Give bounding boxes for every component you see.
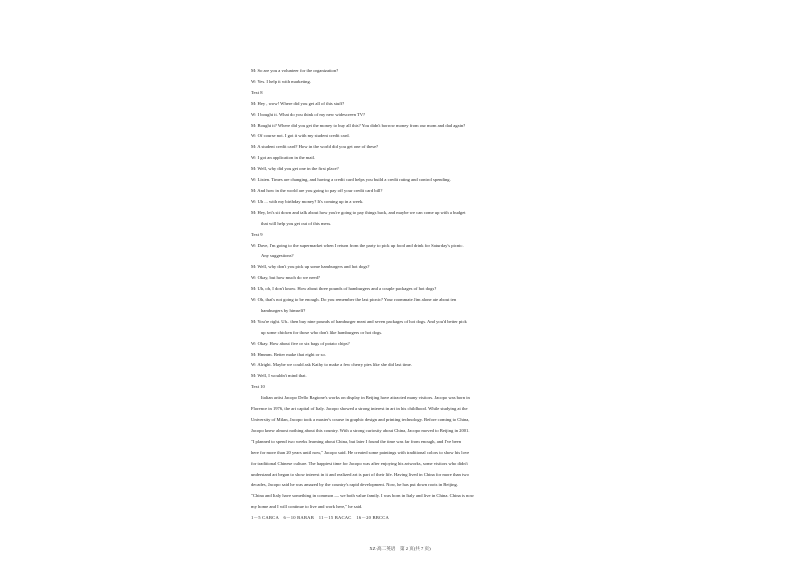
dialogue-line: W: Listen. Times are changing, and having a credit card helps you build a credit rating and control spending. xyxy=(251,177,451,183)
text10-passage xyxy=(251,393,559,513)
dialogue-line: W: Okay, but how much do we need? xyxy=(251,275,320,281)
dialogue-line: M: Hey , wow! Where did you get all of this stuff? xyxy=(251,100,345,106)
passage-line: Florence in 1976, the art capital of Italy. Jacopo showed a strong interest in art in his childhood. While studying at the xyxy=(251,406,468,412)
dialogue-line: M: Hey, let's sit down and talk about how you're going to pay things back, and maybe we can come up with a budget xyxy=(251,209,466,215)
passage-line: "I planned to spend two weeks learning about China, but later I found the time was far from enough, and I've been xyxy=(251,438,461,444)
passage-line: Italian artist Jacopo Dello Ragione's works on display in Beijing have attracted many visitors. Jacopo was born in xyxy=(261,395,470,401)
dialogue-line: M: So are you a volunteer for the organization? xyxy=(251,68,339,73)
dialogue-line: W: Oh, that's not going to be enough. Do you remember the last picnic? Your roommate Jim alone ate about ten xyxy=(251,297,457,303)
dialogue-top xyxy=(251,66,559,88)
dialogue-line: W: Uh ... with my birthday money? It's coming up in a week. xyxy=(251,198,364,204)
transcript-body xyxy=(251,66,559,524)
passage-line: for traditional Chinese culture. The happiest time for Jacopo was after enjoying his artworks, some visitors who didn't xyxy=(251,460,468,466)
dialogue-line: M: Bought it? Where did you get the money to buy all this? You didn't borrow money from our mom and dad again? xyxy=(251,122,466,128)
dialogue-line: W: Of course not. I got it with my student credit card. xyxy=(251,133,350,139)
text8-dialogue xyxy=(251,99,559,230)
passage-line: here for more than 20 years until now," Jacopo said. He created some paintings with traditional colors to show his love xyxy=(251,449,470,455)
dialogue-line: up some chicken for those who don't like hamburgers or hot dogs. xyxy=(261,329,383,335)
text9-heading: Text 9 xyxy=(251,231,263,237)
dialogue-line: W: I got an application in the mail. xyxy=(251,155,316,161)
dialogue-line: W: Yes. I help it with marketing. xyxy=(251,78,311,84)
dialogue-line: M: Hmmm. Better make that eight or so. xyxy=(251,351,326,357)
page-footer: XZ·高二英语 第 2 页(共 7 页) xyxy=(369,546,431,551)
passage-line: understand art began to show interest in it and realized art is part of their life. Having lived in China for more than two xyxy=(251,471,469,477)
passage-line: "China and Italy have something in common — we both value family. I was born in Italy and live in China. China is now xyxy=(251,493,474,499)
text8-heading: Text 8 xyxy=(251,89,263,95)
dialogue-line: M: Well, I wouldn't mind that. xyxy=(251,373,307,379)
dialogue-line: M: Uh, oh, I don't know. How about three pounds of hamburgers and a couple packages of hot dogs? xyxy=(251,286,437,292)
dialogue-line: M: And how in the world are you going to pay off your credit card bill? xyxy=(251,187,383,193)
passage-line: Jacopo knew almost nothing about this country. With a strong curiosity about China, Jacopo moved to Beijing in 2001. xyxy=(251,427,470,433)
dialogue-line: Any suggestions? xyxy=(261,253,294,259)
dialogue-line: W: Alright. Maybe we could ask Kathy to make a few cherry pies like she did last time. xyxy=(251,362,412,368)
dialogue-line: hamburgers by himself? xyxy=(261,307,306,313)
dialogue-line: M: You're right. Uh.. then buy nine pounds of hamburger meat and seven packages of hot dogs. And you'd better pick xyxy=(251,318,467,324)
passage-line: decades, Jacopo said he was amazed by the country's rapid development. Now, he has put down roots in Beijing. xyxy=(251,482,458,488)
passage-line: my home and I will continue to live and work here," he said. xyxy=(251,504,363,510)
dialogue-line: W: Okay. How about five or six bags of potato chips? xyxy=(251,340,350,346)
answer-key: 1－5 CABCA 6－10 BABAB 11－15 BACAC 16－20 BBCCA xyxy=(251,515,390,521)
dialogue-line: M: Well, why did you get one in the first place? xyxy=(251,166,339,172)
dialogue-line: M: A student credit card? How in the world did you get one of these? xyxy=(251,144,379,150)
text9-dialogue xyxy=(251,241,559,383)
dialogue-line: M: Well, why don't you pick up some hamburgers and hot dogs? xyxy=(251,264,370,270)
dialogue-line: that will help you get out of this mess. xyxy=(261,220,332,226)
dialogue-line: W: I bought it. What do you think of my new widescreen TV? xyxy=(251,111,366,117)
text10-heading: Text 10 xyxy=(251,384,265,390)
passage-line: University of Milan, Jacopo took a master's course in graphic design and printing technology. Before coming to China, xyxy=(251,417,470,422)
dialogue-line: W: Dave, I'm going to the supermarket when I return from the party to pick up food and drink for Saturday's picnic. xyxy=(251,242,464,248)
